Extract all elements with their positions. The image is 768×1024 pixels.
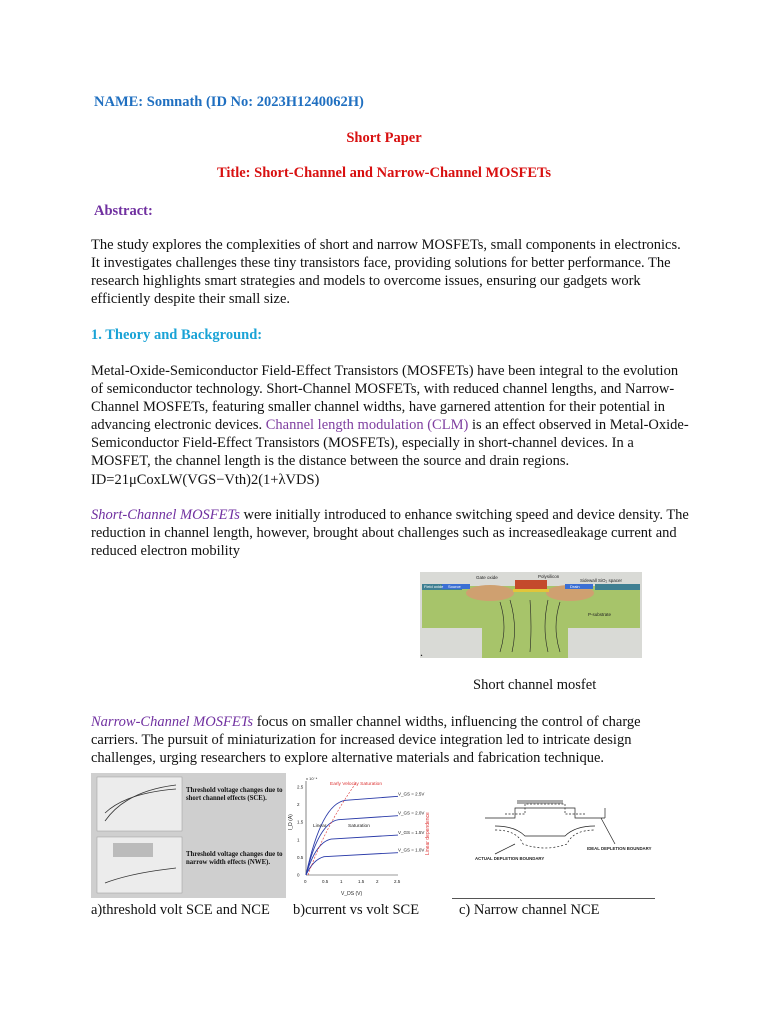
short-channel-term: Short-Channel MOSFETs [91, 507, 240, 523]
short-channel-text: were initially introduced to enhance switching speed and device density. The reduction in channel length, however, brought about challenges such as increasedleakage current and reduced electron mobility [91, 507, 689, 560]
narrow-channel-term: Narrow-Channel MOSFETs [91, 714, 254, 730]
iv-xtick-label: 0.5 [322, 879, 329, 884]
threshold-figure [91, 773, 286, 898]
caption-a: a)threshold volt SCE and NCE [91, 902, 270, 918]
source-label: Source [448, 584, 461, 589]
ideal-depletion-label: IDEAL DEPLETION BOUNDARY [587, 846, 652, 851]
narrow-channel-text: focus on smaller channel widths, influencing the control of charge carriers. The pursuit of miniaturization for increased device integration led to intricate design challenges, urging researchers to explore alternative materials and fabrication technique. [91, 714, 641, 767]
drain-label: Drain [570, 584, 580, 589]
field-oxide-label: Field oxide [424, 584, 444, 589]
linear-label: Linear [313, 824, 327, 829]
abstract-heading: Abstract: [94, 203, 153, 219]
paper-title: Title: Short-Channel and Narrow-Channel MOSFETs [216, 165, 552, 181]
threshold-voltage-plots [91, 773, 286, 898]
iv-ytick-label: 0 [297, 872, 300, 878]
short-channel-paragraph [91, 506, 691, 560]
iv-xtick-label: 1 [340, 879, 343, 884]
narrow-channel-paragraph [91, 713, 691, 767]
iv-exponent: x 10⁻⁴ [306, 776, 318, 781]
iv-curve-label: V_GS = 1.5V [398, 830, 425, 836]
short-channel-mosfet-figure [420, 572, 642, 658]
iv-curve-label: V_GS = 2.5V [398, 791, 425, 797]
iv-ytick-label: 1.5 [297, 819, 304, 825]
theory-paragraph [91, 362, 691, 489]
iv-curves [286, 775, 434, 897]
document-type: Short Paper [346, 130, 422, 146]
actual-depletion-label: ACTUAL DEPLETION BOUNDARY [475, 856, 545, 861]
iv-curve-label: V_GS = 1.0V [398, 847, 425, 853]
caption-b: b)current vs volt SCE [293, 902, 420, 918]
sce-annotation: Threshold voltage changes due to short channel effects (SCE). [186, 787, 283, 802]
mosfet-caption: Short channel mosfet [473, 677, 597, 693]
caption-c: c) Narrow channel NCE [459, 902, 600, 918]
author-line: NAME: Somnath (ID No: 2023H1240062H) [94, 94, 364, 110]
gate-oxide-label: Gate oxide [476, 575, 498, 580]
sidewall-label: Sidewall SiO₂ spacer [580, 578, 623, 583]
abstract-text: The study explores the complexities of short and narrow MOSFETs, small components in electronics. It investigates challenges these tiny transistors face, providing solutions for better performance. The research highlights smart strategies and models to overcome issues, ensuring our gadgets work efficiently despite their small size. [91, 237, 681, 308]
iv-xtick-label: 1.5 [358, 879, 365, 884]
early-saturation-label: Early Velocity Saturation [330, 782, 382, 787]
linear-dependence-label: Linear dependence [425, 812, 431, 855]
theory-text-a: Metal-Oxide-Semiconductor Field-Effect Transistors (MOSFETs) have been integral to the evolution of semiconductor technology. Short-Channel MOSFETs, with reduced channel lengths, and Narrow-Channel MOSFETs, featuring smaller channel widths, have garnered attention for their potential in advancing electronic devices. [91, 363, 679, 434]
iv-ytick-label: 1 [297, 837, 300, 843]
iv-ytick-label: 2 [297, 802, 300, 808]
iv-curve-label: V_GS = 2.0V [398, 810, 425, 816]
iv-xlabel: V_DS (V) [341, 891, 363, 897]
polysilicon-label: Polysilicon [538, 574, 560, 579]
iv-curve [306, 853, 398, 875]
iv-ylabel: I_D (A) [288, 814, 294, 830]
iv-xtick-label: 0 [304, 879, 307, 884]
iv-xtick-label: 2.5 [394, 879, 401, 884]
clm-link[interactable]: Channel length modulation (CLM) [265, 417, 469, 434]
iv-ytick-label: 0.5 [297, 854, 304, 860]
figure-dot: . [420, 645, 423, 659]
substrate-label: P-substrate [588, 612, 612, 617]
iv-figure [286, 775, 434, 897]
iv-xtick-label: 2 [376, 879, 379, 884]
section-heading: 1. Theory and Background: [91, 327, 263, 343]
nwe-annotation: Threshold voltage changes due to narrow width effects (NWE). [186, 851, 283, 866]
saturation-label: Saturation [348, 824, 370, 829]
depletion-diagram [455, 778, 655, 890]
theory-text-b: is an effect observed in Metal-Oxide-Semiconductor Field-Effect Transistors (MOSFETs), especially in short-channel devices. In a MOSFET, the channel length is the distance between the source and drain regions. ID=21μCoxLW(VGS−Vth)2(1+λVDS) [91, 417, 689, 488]
iv-ytick-label: 2.5 [297, 784, 304, 790]
narrow-channel-figure [455, 778, 655, 890]
figure-c-rule [452, 898, 655, 899]
mosfet-cross-section [420, 572, 642, 658]
